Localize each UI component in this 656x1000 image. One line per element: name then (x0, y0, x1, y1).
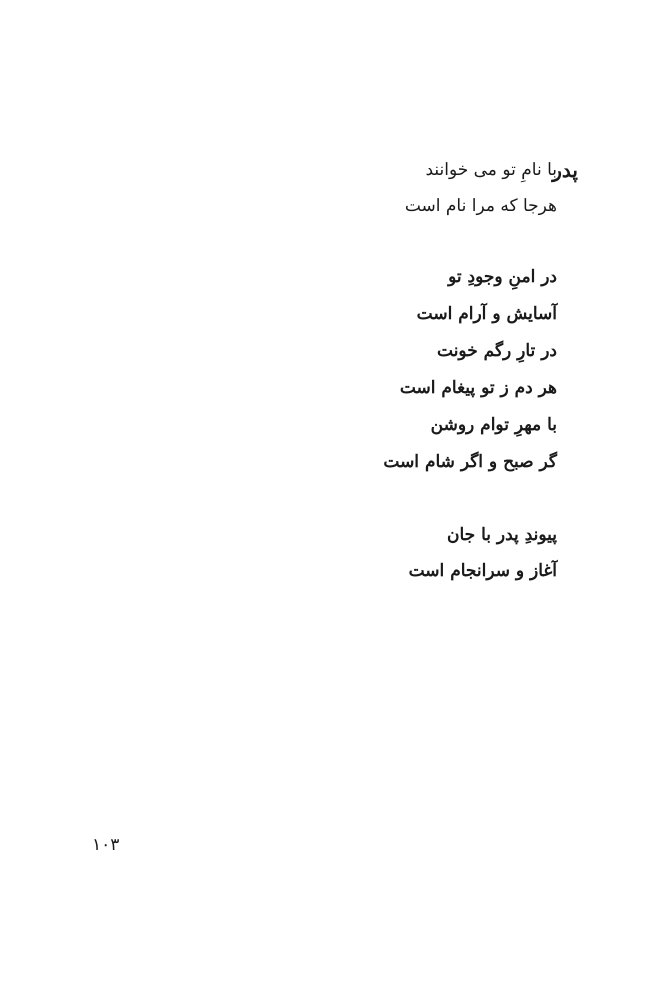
poem-line: با مهرِ توام روشن (430, 415, 557, 435)
poem-line: هرجا که مرا نام است (404, 196, 557, 216)
poem-line: با نامِ تو می خوانند (425, 160, 557, 180)
page-number: ۱۰۳ (92, 835, 120, 855)
poem-line: هر دم ز تو پیغام است (399, 378, 557, 398)
poem-title: پدر (552, 158, 578, 182)
stanza-2 (383, 266, 557, 488)
poem-line: در امنِ وجودِ تو (448, 267, 557, 287)
stanza-3 (409, 524, 557, 596)
poem-line: آسایش و آرام است (416, 304, 557, 324)
poem-line: گر صبح و اگر شام است (383, 452, 557, 472)
poem-line: پیوندِ پدر با جان (446, 525, 557, 545)
poem-line: آغاز و سرانجام است (408, 561, 557, 581)
stanza-1 (405, 159, 557, 231)
poem-line: در تارِ رگم خونت (437, 341, 557, 361)
